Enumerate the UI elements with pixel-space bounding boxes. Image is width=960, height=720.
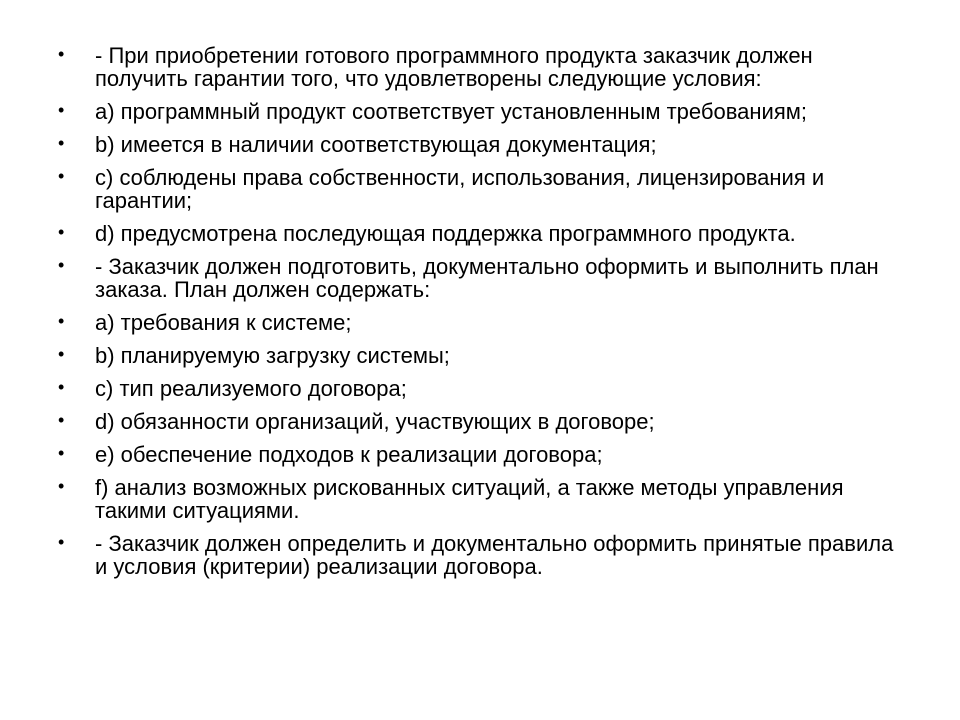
list-item [58,443,898,466]
list-item [58,476,898,522]
bullet-icon: • [58,532,65,552]
bullet-icon: • [58,166,65,186]
list-item [58,222,898,245]
bullet-icon: • [58,377,65,397]
list-item-text: - При приобретении готового программного продукта заказчик должен получить гарантии того, что удовлетворены следующие условия: [95,43,813,91]
bullet-icon: • [58,443,65,463]
list-item-text: b) планируемую загрузку системы; [95,343,450,368]
bullet-icon: • [58,344,65,364]
list-item-text: f) анализ возможных рискованных ситуаций, а также методы управления такими ситуациями. [95,475,844,523]
list-item-text: b) имеется в наличии соответствующая документация; [95,132,657,157]
list-item-text: e) обеспечение подходов к реализации договора; [95,442,603,467]
list-item-text: - Заказчик должен определить и документально оформить принятые правила и условия (критерии) реализации договора. [95,531,894,579]
list-item [58,100,898,123]
bullet-icon: • [58,311,65,331]
bullet-icon: • [58,476,65,496]
list-item-text: c) тип реализуемого договора; [95,376,407,401]
list-item [58,166,898,212]
bullet-icon: • [58,222,65,242]
list-item [58,255,898,301]
list-item-text: c) соблюдены права собственности, использования, лицензирования и гарантии; [95,165,825,213]
bullet-icon: • [58,100,65,120]
list-item-text: - Заказчик должен подготовить, документально оформить и выполнить план заказа. План должен содержать: [95,254,879,302]
list-item-text: a) программный продукт соответствует установленным требованиям; [95,99,807,124]
list-item-text: d) обязанности организаций, участвующих в договоре; [95,409,655,434]
bullet-list [58,44,898,588]
bullet-icon: • [58,44,65,64]
list-item [58,44,898,90]
list-item [58,410,898,433]
list-item [58,377,898,400]
list-item [58,532,898,578]
bullet-icon: • [58,255,65,275]
list-item-text: a) требования к системе; [95,310,352,335]
list-item [58,344,898,367]
list-item [58,311,898,334]
bullet-icon: • [58,410,65,430]
list-item [58,133,898,156]
bullet-icon: • [58,133,65,153]
list-item-text: d) предусмотрена последующая поддержка программного продукта. [95,221,796,246]
